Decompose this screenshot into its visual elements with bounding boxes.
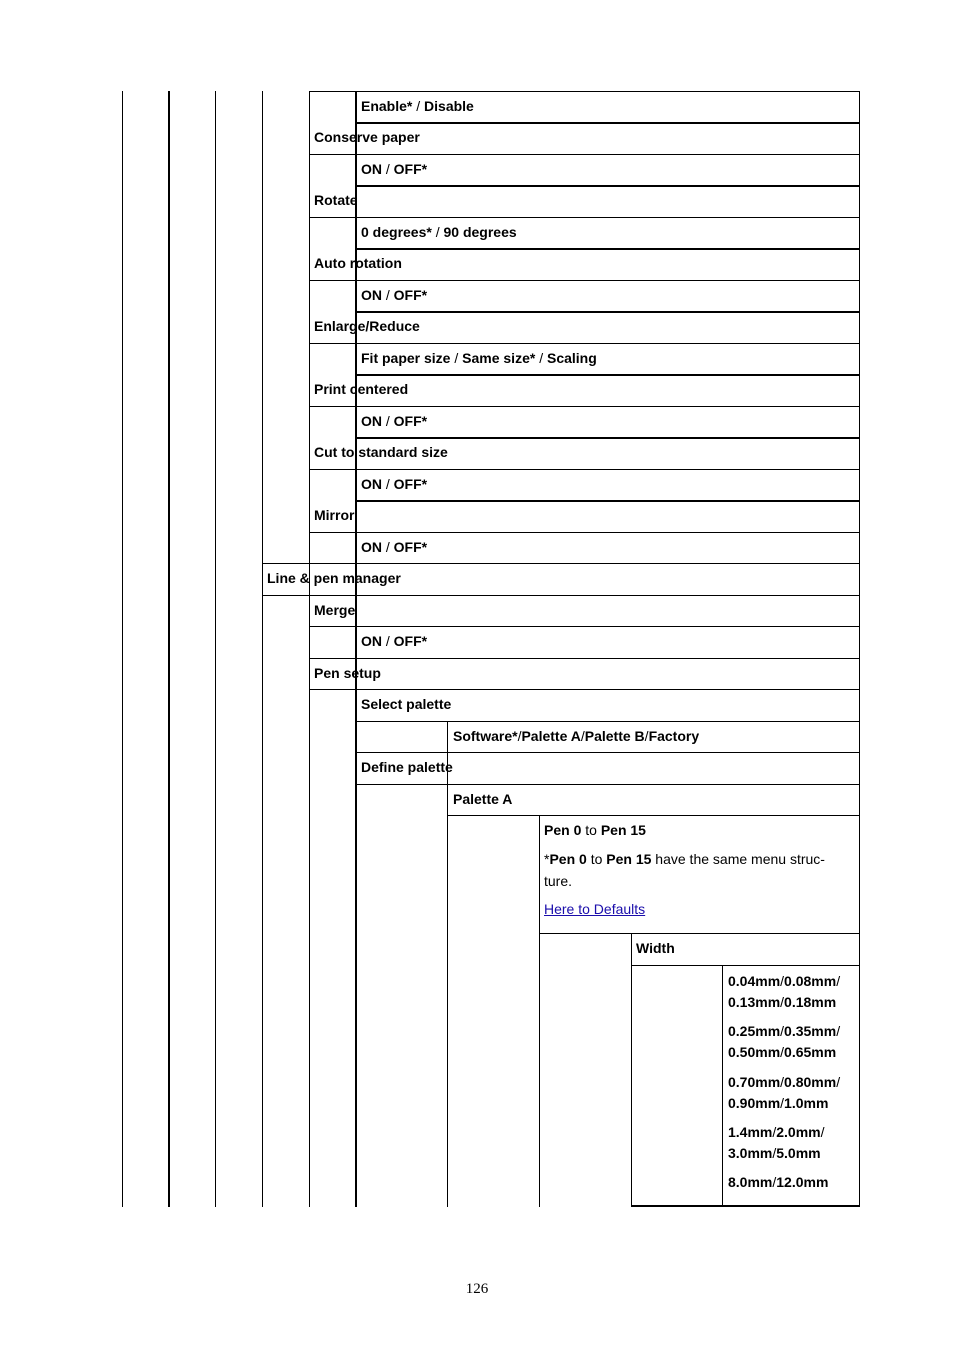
option-enable-disable: Enable* / Disable (361, 98, 474, 114)
option-select-palette: Software*/Palette A/Palette B/Factory (453, 728, 700, 744)
option-merge: ON / OFF* (361, 633, 428, 649)
option-cut-standard-size: ON / OFF* (361, 476, 428, 492)
tree-line-10 (722, 965, 723, 1207)
menu-rotate: Rotate (314, 192, 358, 208)
row-divider (309, 532, 860, 533)
option-auto-rotation: ON / OFF* (361, 287, 428, 303)
row-divider (309, 154, 860, 155)
row-divider (355, 185, 860, 187)
row-divider (355, 721, 860, 722)
tree-line-1 (122, 91, 123, 1207)
row-divider (309, 280, 860, 281)
menu-select-palette: Select palette (361, 696, 452, 712)
row-divider (309, 626, 860, 627)
menu-define-palette: Define palette (361, 759, 453, 775)
tree-line-4 (262, 91, 263, 1207)
menu-width: Width (636, 940, 675, 956)
page-number: 126 (465, 1281, 489, 1297)
row-divider (355, 311, 860, 313)
row-divider (309, 217, 860, 218)
here-to-defaults-link[interactable]: Here to Defaults (544, 901, 646, 917)
tree-line-3 (215, 91, 216, 1207)
row-divider (309, 406, 860, 407)
row-divider (355, 784, 860, 785)
width-option-5: 8.0mm/12.0mm (728, 1174, 829, 1190)
tree-line-9 (631, 933, 632, 1207)
row-divider (631, 965, 860, 966)
width-option-1: 0.04mm/0.08mm/ 0.13mm/0.18mm (728, 973, 841, 1010)
menu-auto-rotation: Auto rotation (314, 255, 402, 271)
pen-note: *Pen 0 to Pen 15 have the same menu struc- ture. (544, 851, 825, 889)
tree-line-5 (309, 91, 310, 1207)
table-bottom-border (631, 1205, 860, 1207)
row-divider (262, 563, 860, 564)
row-divider (539, 933, 860, 934)
table-right-border (859, 91, 860, 1207)
row-divider (309, 469, 860, 470)
row-divider (355, 752, 860, 753)
row-divider (447, 815, 860, 816)
menu-palette-a: Palette A (453, 791, 513, 807)
menu-merge: Merge (314, 602, 356, 618)
row-divider (309, 689, 860, 690)
row-divider (309, 91, 860, 92)
row-divider (309, 658, 860, 659)
row-divider (355, 122, 860, 124)
row-divider (355, 374, 860, 376)
menu-print-centered: Print centered (314, 381, 409, 397)
tree-line-7 (447, 721, 448, 1207)
tree-line-2 (168, 91, 170, 1207)
option-rotate: 0 degrees* / 90 degrees (361, 224, 517, 240)
option-print-centered: ON / OFF* (361, 413, 428, 429)
menu-enlarge-reduce: Enlarge/Reduce (314, 318, 420, 334)
menu-pen-range: Pen 0 to Pen 15 (544, 822, 646, 838)
row-divider (355, 437, 860, 439)
tree-line-8 (539, 816, 540, 1207)
width-option-4: 1.4mm/2.0mm/ 3.0mm/5.0mm (728, 1124, 825, 1161)
menu-pen-setup: Pen setup (314, 665, 381, 681)
width-option-3: 0.70mm/0.80mm/ 0.90mm/1.0mm (728, 1074, 841, 1111)
row-divider (262, 595, 860, 596)
row-divider (309, 343, 860, 344)
menu-line-pen-manager: Line & pen manager (267, 570, 401, 586)
menu-mirror: Mirror (314, 507, 355, 523)
row-divider (355, 248, 860, 250)
option-enlarge-reduce: Fit paper size / Same size* / Scaling (361, 350, 597, 366)
width-option-2: 0.25mm/0.35mm/ 0.50mm/0.65mm (728, 1023, 841, 1060)
menu-cut-standard-size: Cut to standard size (314, 444, 448, 460)
row-divider (355, 500, 860, 502)
option-conserve-paper: ON / OFF* (361, 161, 428, 177)
menu-conserve-paper: Conserve paper (314, 129, 420, 145)
option-mirror: ON / OFF* (361, 539, 428, 555)
